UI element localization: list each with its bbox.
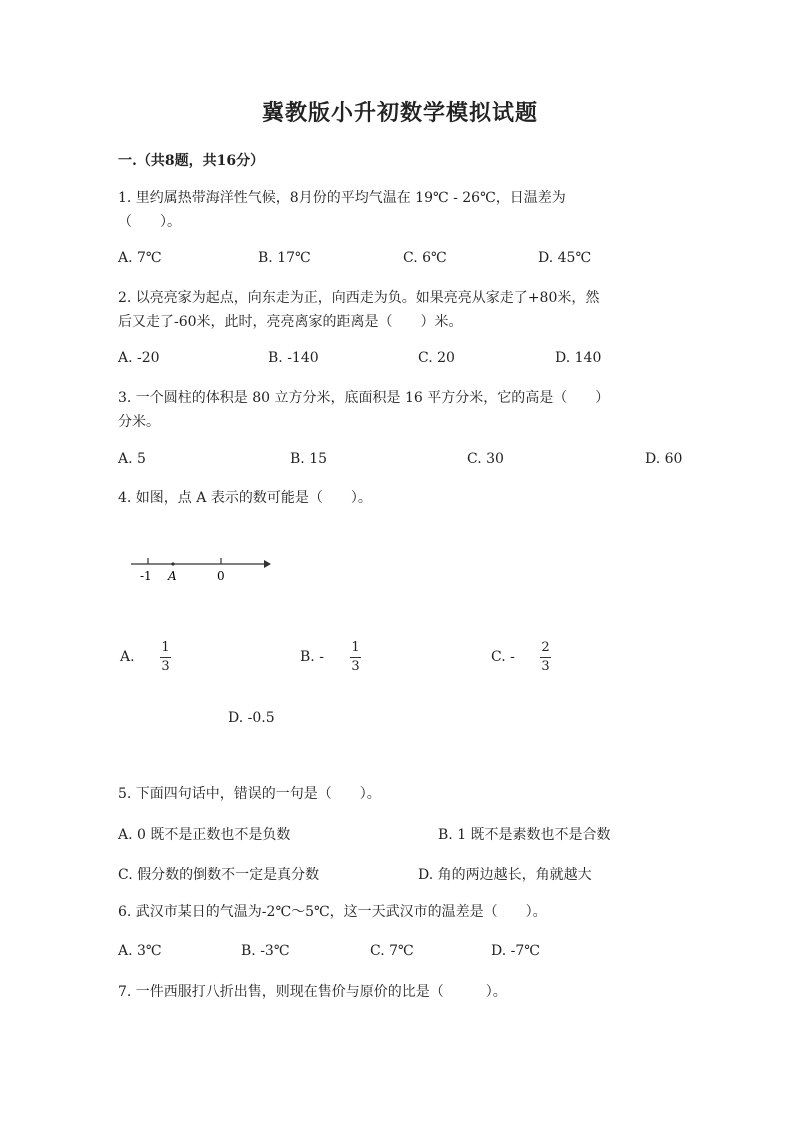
question-2-stem	[118, 286, 599, 334]
label-minus-one: -1	[140, 569, 152, 583]
question-4-option-b[interactable]	[300, 649, 324, 665]
label-point-a: A	[168, 569, 177, 583]
question-3-option-b[interactable]: B. 15	[290, 451, 328, 467]
question-4-option-a[interactable]	[120, 649, 135, 665]
question-5-option-c[interactable]: C. 假分数的倒数不一定是真分数	[118, 867, 320, 883]
question-6-option-d[interactable]: D. -7℃	[491, 943, 540, 959]
question-6-stem: 6. 武汉市某日的气温为-2℃～5℃，这一天武汉市的温差是（ ）。	[118, 904, 547, 920]
question-4-stem: 4. 如图，点 A 表示的数可能是（ ）。	[118, 490, 372, 506]
question-3-option-c[interactable]: C. 30	[467, 451, 504, 467]
question-4-option-b-prefix: B. -	[300, 649, 324, 665]
question-7-stem: 7. 一件西服打八折出售，则现在售价与原价的比是（ ）。	[118, 984, 507, 1000]
question-4-option-c-prefix: C. -	[491, 649, 515, 665]
question-2-option-d[interactable]: D. 140	[555, 350, 602, 366]
question-1-option-b[interactable]: B. 17℃	[258, 250, 311, 266]
fraction-numerator: 1	[161, 640, 170, 655]
fraction-denominator: 3	[161, 659, 170, 674]
question-3-option-d[interactable]: D. 60	[645, 451, 683, 467]
question-2-option-a[interactable]: A. -20	[118, 350, 160, 366]
fraction-numerator: 2	[541, 640, 550, 655]
fraction-bar	[540, 657, 551, 658]
question-6-option-c[interactable]: C. 7℃	[370, 943, 414, 959]
question-2-option-b[interactable]: B. -140	[268, 350, 319, 366]
number-line-arrow	[264, 560, 271, 568]
question-6-option-b[interactable]: B. -3℃	[241, 943, 290, 959]
question-3-stem-line1: 3. 一个圆柱的体积是 80 立方分米，底面积是 16 平方分米，它的高是（ ）	[118, 390, 610, 406]
fraction-denominator: 3	[351, 659, 360, 674]
question-4-option-c-fraction	[540, 640, 551, 675]
number-line-figure	[128, 550, 278, 586]
question-5-stem: 5. 下面四句话中，错误的一句是（ ）。	[118, 786, 381, 802]
fraction-bar	[160, 657, 171, 658]
question-2-stem-line2: 后又走了-60米，此时，亮亮离家的距离是（ ）米。	[118, 314, 463, 330]
question-1-option-a[interactable]: A. 7℃	[118, 250, 162, 266]
question-4-option-c[interactable]	[491, 649, 515, 665]
question-4-option-a-fraction	[160, 640, 171, 675]
question-6-option-a[interactable]: A. 3℃	[118, 943, 162, 959]
question-2-stem-line1: 2. 以亮亮家为起点，向东走为正，向西走为负。如果亮亮从家走了+80米，然	[118, 290, 600, 306]
question-1-stem	[118, 186, 566, 234]
fraction-bar	[350, 657, 361, 658]
question-4-option-a-prefix: A.	[120, 649, 135, 665]
question-5-option-b[interactable]: B. 1 既不是素数也不是合数	[438, 827, 611, 843]
question-5-option-d[interactable]: D. 角的两边越长，角就越大	[418, 867, 592, 883]
question-4-option-d[interactable]: D. -0.5	[228, 710, 275, 726]
point-a-marker	[171, 562, 174, 565]
question-1-option-d[interactable]: D. 45℃	[538, 250, 592, 266]
question-1-stem-line1: 1. 里约属热带海洋性气候，8月份的平均气温在 19℃ - 26℃，日温差为	[118, 190, 566, 206]
fraction-denominator: 3	[541, 659, 550, 674]
question-5-option-a[interactable]: A. 0 既不是正数也不是负数	[118, 827, 291, 843]
page-title: 冀教版小升初数学模拟试题	[261, 100, 538, 126]
fraction-numerator: 1	[351, 640, 360, 655]
question-1-stem-line2: （ ）。	[118, 214, 181, 230]
question-1-option-c[interactable]: C. 6℃	[403, 250, 447, 266]
label-zero: 0	[217, 569, 225, 583]
question-2-option-c[interactable]: C. 20	[418, 350, 455, 366]
question-3-stem	[118, 386, 609, 434]
question-3-stem-line2: 分米。	[118, 414, 160, 430]
section-header: 一.（共8题，共16分）	[118, 153, 265, 169]
question-4-option-b-fraction	[350, 640, 361, 675]
question-3-option-a[interactable]: A. 5	[118, 451, 146, 467]
